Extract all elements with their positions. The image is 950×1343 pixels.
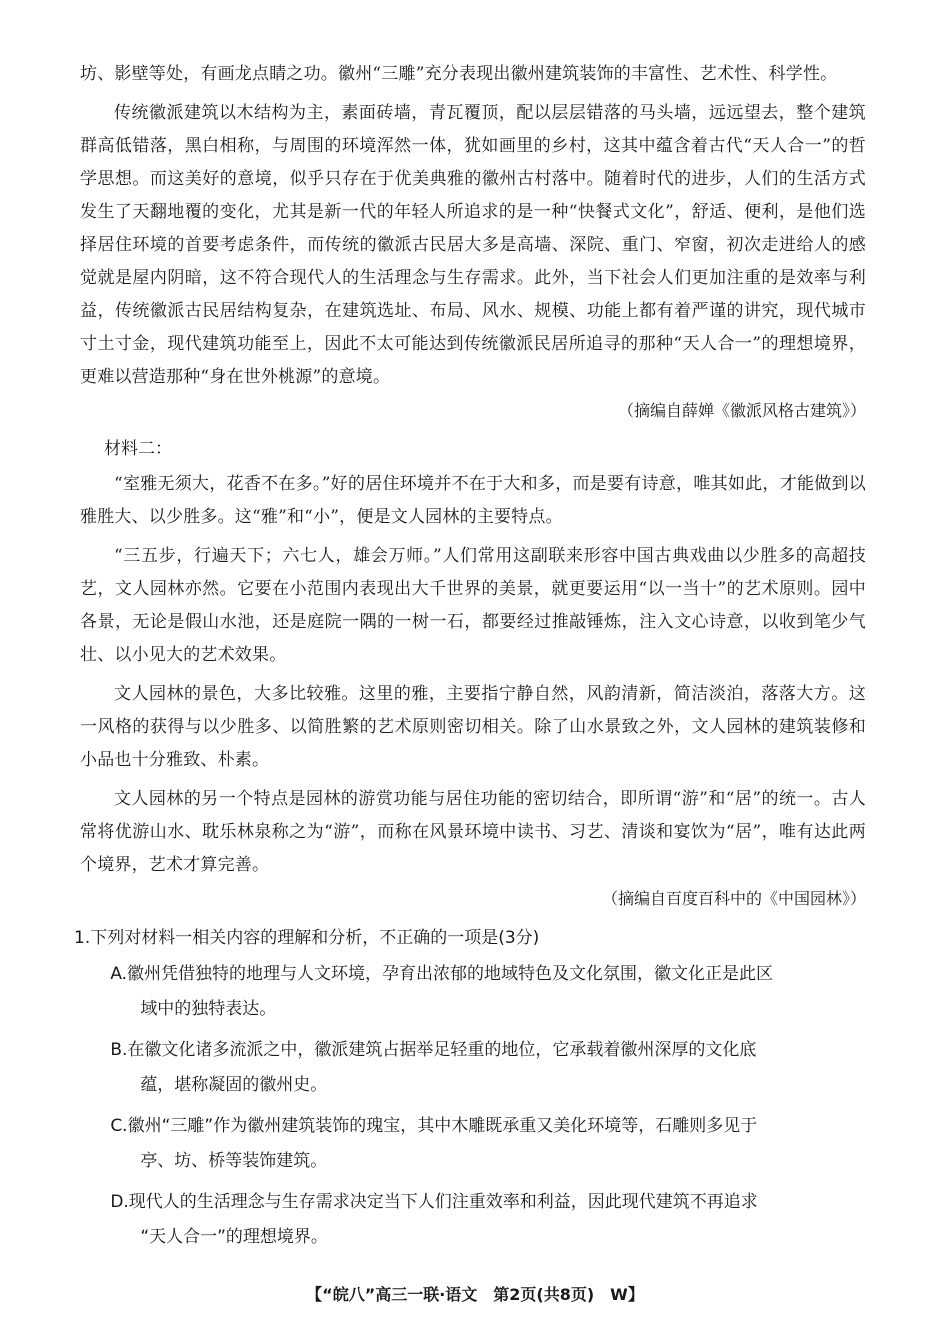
option-c bbox=[112, 1109, 866, 1179]
option-c-line-1: C.徽州“三雕”作为徽州建筑装饰的瑰宝，其中木雕既承重又美化环境等，石雕则多见于 bbox=[110, 1116, 758, 1136]
material1-paragraph: 传统徽派建筑以木结构为主，素面砖墙，青瓦覆顶，配以层层错落的马头墙，远远望去，整个建筑群高低错落，黑白相称，与周围的环境浑然一体，犹如画里的乡村，这其中蕴含着古代“天人合一”的哲学思想。而这美好的意境，似乎只存在于优美典雅的徽州古村落中。随着时代的进步，人们的生活方式发生了天翻地覆的变化，尤其是新一代的年轻人所追求的是一种“快餐式文化”，舒适、便利，是他们选择居住环境的首要考虑条件，而传统的徽派古民居大多是高墙、深院、重门、窄窗，初次走进给人的感觉就是屋内阴暗，这不符合现代人的生活理念与生存需求。此外，当下社会人们更加注重的是效率与利益，传统徽派古民居结构复杂，在建筑选址、布局、风水、规模、功能上都有着严谨的讲究，现代城市寸土寸金，现代建筑功能至上，因此不太可能达到传统徽派民居所追寻的那种“天人合一”的理想境界，更难以营造那种“身在世外桃源”的意境。 bbox=[80, 103, 866, 387]
option-a bbox=[112, 957, 866, 1027]
option-d bbox=[112, 1185, 866, 1255]
material1-source: （摘编自薛婵《徽派风格古建筑》） bbox=[617, 401, 866, 420]
option-d-line-2: “天人合一”的理想境界。 bbox=[140, 1227, 328, 1247]
option-b-line-1: B.在徽文化诸多流派之中，徽派建筑占据举足轻重的地位，它承载着徽州深厚的文化底 bbox=[110, 1040, 757, 1060]
option-c-line-2: 亭、坊、桥等装饰建筑。 bbox=[140, 1151, 328, 1171]
option-b bbox=[112, 1033, 866, 1103]
material1-paragraph-continued: 坊、影壁等处，有画龙点睛之功。徽州“三雕”充分表现出徽州建筑装饰的丰富性、艺术性、科学性。 bbox=[80, 64, 838, 84]
question-stem: 1.下列对材料一相关内容的理解和分析，不正确的一项是(3分) bbox=[74, 928, 540, 948]
material2-heading: 材料二： bbox=[104, 439, 172, 459]
option-a-line-1: A.徽州凭借独特的地理与人文环境，孕育出浓郁的地域特色及文化氛围，徽文化正是此区 bbox=[110, 964, 774, 984]
page-footer: 【“皖八”高三一联·语文 第2页(共8页) W】 bbox=[306, 1285, 644, 1304]
material2-paragraph-1: “室雅无须大，花香不在多。”好的居住环境并不在于大和多，而是要有诗意，唯其如此，才能做到以雅胜大、以少胜多。这“雅”和“小”，便是文人园林的主要特点。 bbox=[80, 474, 866, 527]
page-body bbox=[74, 58, 866, 1261]
option-b-line-2: 蕴，堪称凝固的徽州史。 bbox=[140, 1075, 328, 1095]
material2-paragraph-3: 文人园林的景色，大多比较雅。这里的雅，主要指宁静自然，风韵清新，简洁淡泊，落落大方。这一风格的获得与以少胜多、以简胜繁的艺术原则密切相关。除了山水景致之外，文人园林的建筑装修和小品也十分雅致、朴素。 bbox=[80, 684, 866, 770]
material2-paragraph-2: “三五步，行遍天下；六七人，雄会万师。”人们常用这副联来形容中国古典戏曲以少胜多的高超技艺，文人园林亦然。它要在小范围内表现出大千世界的美景，就更要运用“以一当十”的艺术原则。园中各景，无论是假山水池，还是庭院一隅的一树一石，都要经过推敲锤炼，注入文心诗意，以收到笔少气壮、以小见大的艺术效果。 bbox=[80, 546, 866, 665]
material2-source: （摘编自百度百科中的《中国园林》） bbox=[601, 889, 866, 908]
option-a-line-2: 域中的独特表达。 bbox=[140, 999, 277, 1019]
material2-paragraph-4: 文人园林的另一个特点是园林的游赏功能与居住功能的密切结合，即所谓“游”和“居”的统一。古人常将优游山水、耽乐林泉称之为“游”，而称在风景环境中读书、习艺、清谈和宴饮为“居”，唯有达此两个境界，艺术才算完善。 bbox=[80, 789, 866, 875]
option-d-line-1: D.现代人的生活理念与生存需求决定当下人们注重效率和利益，因此现代建筑不再追求 bbox=[110, 1192, 758, 1212]
